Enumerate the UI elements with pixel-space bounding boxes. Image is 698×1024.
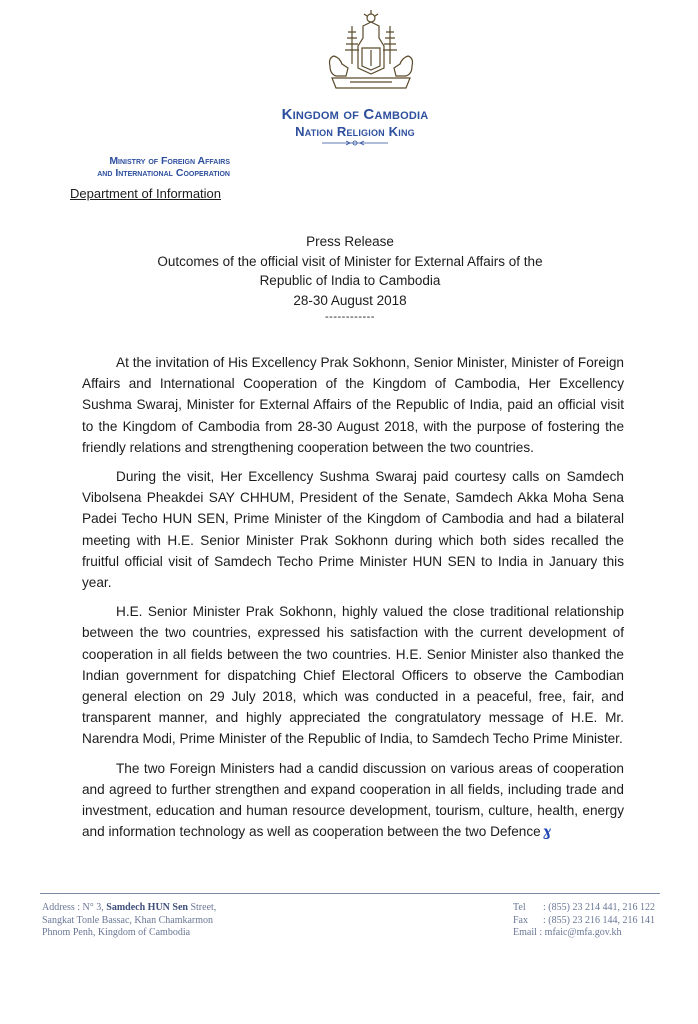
ministry-line-2: and International Cooperation xyxy=(97,167,230,179)
release-date: 28-30 August 2018 xyxy=(293,292,407,308)
email-label: Email xyxy=(513,927,537,938)
footer-divider xyxy=(40,893,660,894)
address-label: Address : N° 3, xyxy=(42,902,107,913)
email-line xyxy=(513,927,655,940)
footer-contact xyxy=(513,902,655,940)
footer-address xyxy=(42,902,216,940)
email-value[interactable]: : mfaic@mfa.gov.kh xyxy=(539,927,622,938)
address-line-2: Sangkat Tonle Bassac, Khan Chamkarmon xyxy=(42,914,214,926)
address-line-1 xyxy=(42,902,216,915)
fax-label: Fax xyxy=(513,914,528,926)
press-release-title xyxy=(100,232,600,324)
address-street: Samdech HUN Sen xyxy=(106,902,188,913)
paragraph: H.E. Senior Minister Prak Sokhonn, highly valued the close traditional relationship between the two countries, expressed his satisfaction with the current development of cooperation in all fields between the two countries. H.E. Senior Minister also thanked the Indian government for dispatching Chief Electoral Officers to observe the Cambodian general election on 29 July 2018, which was conducted in a peaceful, free, fair, and transparent manner, and highly appreciated the congratulatory message of H.E. Mr. Narendra Modi, Prime Minister of the Republic of India, to Samdech Techo Prime Minister. xyxy=(82,604,624,747)
fax-value: : (855) 23 216 144, 216 141 xyxy=(543,914,655,926)
address-street-suffix: Street, xyxy=(187,902,217,913)
press-release-body xyxy=(82,352,624,851)
title-separator: ------------ xyxy=(325,311,375,323)
paragraph xyxy=(82,758,624,844)
fax-line xyxy=(513,915,655,928)
tel-value: : (855) 23 214 441, 216 122 xyxy=(543,902,655,913)
handwritten-initial-icon: ɣ xyxy=(542,824,551,841)
tel-line xyxy=(513,902,655,915)
royal-arms-of-cambodia-icon xyxy=(318,8,424,96)
ministry-name xyxy=(30,155,230,179)
title-line-2: Republic of India to Cambodia xyxy=(259,273,441,288)
country-name: Kingdom of Cambodia xyxy=(281,106,429,123)
paragraph: At the invitation of His Excellency Prak Sokhonn, Senior Minister, Minister of Foreign Affairs and International Cooperation of the Kingdom of Cambodia, Her Excellency Sushma Swaraj, Minister for External Affairs of the Republic of India, paid an official visit to the Kingdom of Cambodia from 28-30 August 2018, with the purpose of fostering the friendly relations and strengthening cooperation between the two countries. xyxy=(82,355,624,455)
paragraph-text: The two Foreign Ministers had a candid discussion on various areas of cooperation and agreed to further strengthen and expand cooperation in all fields, including trade and investment, education and human resource development, tourism, culture, health, energy and information technology as well as cooperation between the two Defence xyxy=(82,760,624,840)
national-motto: Nation Religion King xyxy=(295,124,415,139)
ministry-line-1: Ministry of Foreign Affairs xyxy=(109,155,230,167)
decorative-divider-icon xyxy=(320,140,390,146)
department-name: Department of Information xyxy=(70,186,222,201)
title-line-1: Outcomes of the official visit of Minister for External Affairs of the xyxy=(157,253,543,269)
tel-label: Tel xyxy=(513,902,526,913)
document-type: Press Release xyxy=(306,234,394,249)
paragraph: During the visit, Her Excellency Sushma Swaraj paid courtesy calls on Samdech Vibolsena Pheakdei SAY CHHUM, President of the Senate, Samdech Akka Moha Sena Padei Techo HUN SEN, Prime Minister of the Kingdom of Cambodia and had a bilateral meeting with H.E. Senior Minister Prak Sokhonn during which both sides recalled the fruitful official visit of Samdech Techo Prime Minister HUN SEN to India in January this year. xyxy=(82,469,624,591)
letterhead-country-block xyxy=(250,106,460,140)
address-line-3: Phnom Penh, Kingdom of Cambodia xyxy=(42,927,191,938)
